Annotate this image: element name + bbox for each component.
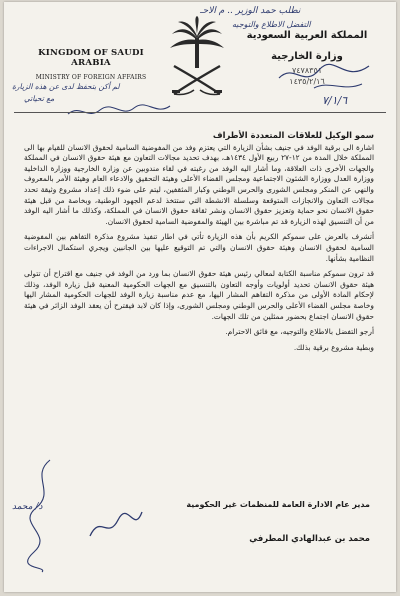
letter-page — [4, 2, 396, 592]
margin-signature-icon — [22, 456, 62, 576]
letter-body — [24, 130, 374, 358]
handwritten-note-top-2: التفضل الاطلاع والتوجيه — [232, 20, 311, 29]
attachment-line: وبطية مشروع برقية بذلك. — [293, 342, 374, 352]
letterhead-english — [26, 48, 156, 81]
signatory-name: محمد بن عبدالهادي المطرفي — [249, 533, 370, 543]
handwritten-note-left: لم أكن بتحفظ لدى عن هذه الزيارة — [12, 82, 120, 91]
ministry-name-en: MINISTRY OF FOREIGN AFFAIRS — [35, 74, 147, 81]
closing-line: أرجو التفضل بالاطلاع والتوجيه، مع فائق الاحترام. — [225, 327, 374, 337]
handwritten-note-bottom: د/ محمد — [12, 502, 43, 512]
palm-and-swords-emblem-icon — [166, 16, 228, 100]
kingdom-name-en: KINGDOM OF SAUDI ARABIA — [38, 48, 144, 68]
signature-block — [120, 500, 370, 543]
reference-number: ٧٤٧٨٣٥١ — [291, 66, 323, 75]
handwritten-margin-date: ٧/١/٦ — [322, 94, 348, 107]
handwritten-note-top: نطلب حمد الوزير .. م الاحـ — [200, 6, 301, 16]
ministry-name-ar: وزارة الخارجية — [271, 51, 343, 62]
handwritten-note-left-2: مع تحياتي — [24, 94, 55, 103]
signatory-title: مدير عام الادارة العامة للمنظمات غير الحكومية — [186, 500, 370, 509]
kingdom-name-ar: المملكة العربية السعودية — [246, 30, 368, 41]
letter-date: ١٤٣٥/٢/١٦ — [289, 77, 325, 86]
paragraph-2: أتشرف بالعرض على سموكم الكريم بأن هذه الزيارة تأتي في اطار تنفيذ مشروع مذكرة التفاهم بين المفوضية السامية لحقوق الانسان وهيئة حقوق الانسان والتي تم التوقيع عليها بين الجانبين ويجري استكمال الاجراءات النظامية بشأنها. — [24, 232, 374, 263]
salutation: سمو الوكيل للعلاقات المتعددة الأطراف — [212, 130, 374, 140]
initials-scribble-icon — [274, 58, 374, 94]
paragraph-1: اشارة الى برقية الوفد في جنيف بشأن الزيارة التي يعتزم وفد من المفوضية السامية لحقوق الانسان للقيام بها الى المملكة خلال المدة من ١٢-٢٧ ربيع الأول ١٤٣٤هـ، بهدف تحديد مجالات التعاون مع هيئة حقوق الانسان في المملكة والجهات الأخرى ذات العلاقة، وما أشار اليه الوفد من رغبته في لقاء مندوبين عن وزارة الخارجية ووزارة الداخلية ووزارة العدل ووزارة الشئون الاجتماعية ومجلس القضاء الأعلى وهيئة التحقيق والادعاء العام وهيئة الأمر بالمعروف والنهي عن المنكر ومجلس الشورى والحرس الوطني وكبار المثقفين، ليتم على ضوء ذلك إعداد مشروع وثيقة تحدد مجالات التعاون والانجازات المتوقعة وسلسلة الانشطة التي ستتخذ لدعم الجهود الوطنية، وبخاصة من قبل هيئة حقوق الانسان نحو حماية وتعزيز حقوق الانسان ونشر ثقافة حقوق الانسان في المملكة، وكذلك ما أشار اليه الوفد من أن التنسيق لهذه الزيارة قد تم مباشرة بين الهيئة والمفوضية السامية لحقوق الانسان. — [24, 142, 374, 226]
letterhead-divider — [14, 112, 386, 113]
paragraph-3: قد ترون سموكم مناسبة الكتابة لمعالي رئيس هيئة حقوق الانسان بما ورد من الوفد في جنيف مع اقتراح أن تتولى هيئة حقوق الانسان تحديد أولويات وأوجه التعاون بالتنسيق مع الجهات الحكومية المعنية قبل زيارة الوفد، وذلك لإحكام المادة الأولى من مذكرة التفاهم المشار اليها، مع عدم مناسبة زيارة الوفد للجهات الحكومية المشار اليها وخاصة مجلس القضاء الأعلى والحرس الوطني ومجلس الشورى، وإذا كان لابد فيقترح أن يعقد الوفد الزائر في هيئة حقوق الانسان اجتماع بحضور ممثلين من تلك الجهات. — [24, 269, 374, 321]
